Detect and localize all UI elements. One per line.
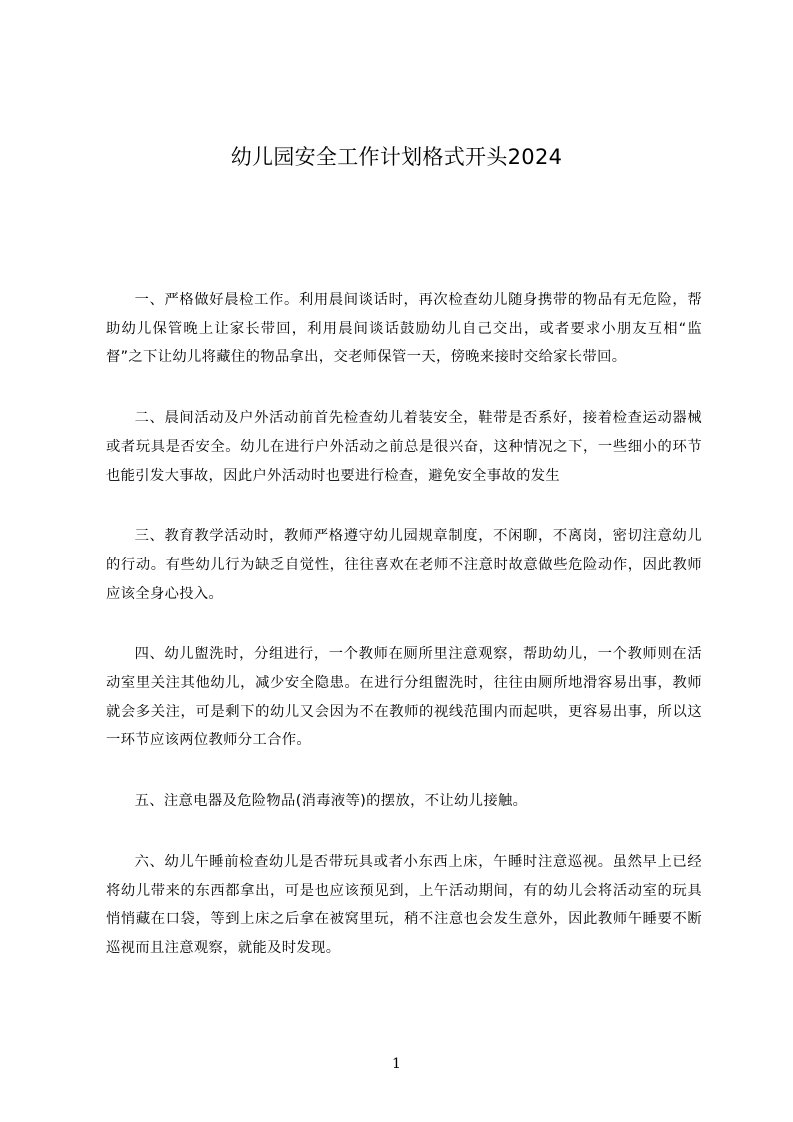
paragraph-teaching-activity: 三、教育教学活动时，教师严格遵守幼儿园规章制度，不闲聊，不离岗，密切注意幼儿的行动。有些幼儿行为缺乏自觉性，往往喜欢在老师不注意时故意做些危险动作，因此教师应该全身心投入。: [106, 528, 702, 602]
paragraph-electrical-items: 五、注意电器及危险物品(消毒液等)的摆放，不让幼儿接触。: [134, 793, 528, 810]
document-body: [106, 286, 702, 995]
page-number: 1: [392, 1056, 401, 1072]
paragraph-washing: 四、幼儿盥洗时，分组进行，一个教师在厕所里注意观察，帮助幼儿，一个教师则在活动室里关注其他幼儿，减少安全隐患。在进行分组盥洗时，往往由厕所地滑容易出事，教师就会多关注，可是剩下的幼儿又会因为不在教师的视线范围内而起哄，更容易出事，所以这一环节应该两位教师分工合作。: [106, 646, 702, 749]
document-title: 幼儿园安全工作计划格式开头2024: [230, 145, 563, 169]
paragraph-outdoor-activity: 二、晨间活动及户外活动前首先检查幼儿着装安全，鞋带是否系好，接着检查运动器械或者玩具是否安全。幼儿在进行户外活动之前总是很兴奋，这种情况之下，一些细小的环节也能引发大事故，因此户外活动时也要进行检查，避免安全事故的发生: [106, 410, 702, 484]
paragraph-nap-check: 六、幼儿午睡前检查幼儿是否带玩具或者小东西上床，午睡时注意巡视。虽然早上已经将幼儿带来的东西都拿出，可是也应该预见到，上午活动期间，有的幼儿会将活动室的玩具悄悄藏在口袋，等到上床之后拿在被窝里玩，稍不注意也会发生意外，因此教师午睡要不断巡视而且注意观察，就能及时发现。: [106, 853, 702, 956]
paragraph-morning-check: 一、严格做好晨检工作。利用晨间谈话时，再次检查幼儿随身携带的物品有无危险，帮助幼儿保管晚上让家长带回，利用晨间谈话鼓励幼儿自己交出，或者要求小朋友互相“监督”之下让幼儿将藏住的物品拿出，交老师保管一天，傍晚来接时交给家长带回。: [106, 292, 702, 366]
